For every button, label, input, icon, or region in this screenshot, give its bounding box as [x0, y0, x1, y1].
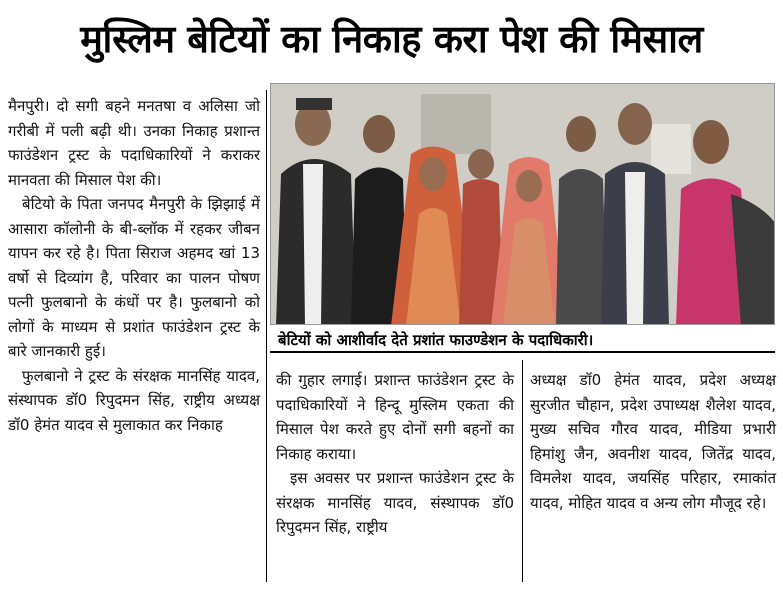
headline: मुस्लिम बेटियों का निकाह करा पेश की मिसाल	[80, 17, 703, 61]
paragraph: इस अवसर पर प्रशान्त फाउंडेशन ट्रस्ट के संरक्षक मानसिंह यादव, संस्थापक डॉ0 रिपुदमन सिंह, राष्ट्रीय	[276, 469, 514, 536]
column-divider	[266, 90, 267, 582]
group-photo-illustration	[271, 84, 775, 325]
paragraph: मैनपुरी। दो सगी बहने मनतषा व अलिसा जो गरीबी में पली बढ़ी थी। उनका निकाह प्रशान्त फाउंडेशन ट्रस्ट के पदाधिकारियों ने कराकर मानवता की मिसाल पेश की।	[8, 97, 260, 189]
article-column-1	[8, 94, 260, 437]
paragraph: फुलबानो ने ट्रस्ट के संरक्षक मानसिंह यादव, संस्थापक डॉ0 रिपुदमन सिंह, राष्ट्रीय अध्यक्ष डॉ0 हेमंत यादव से मुलाकात कर निकाह	[8, 366, 260, 434]
column-divider	[522, 360, 523, 582]
article-column-2	[276, 368, 514, 540]
paragraph: की गुहार लगाई। प्रशान्त फाउंडेशन ट्रस्ट के पदाधिकारियों ने हिन्दू मुस्लिम एकता की मिसाल पेश करते हुए दोनों सगी बहनों का निकाह कराया।	[276, 371, 514, 463]
paragraph: अध्यक्ष डॉ0 हेमंत यादव, प्रदेश अध्यक्ष सुरजीत चौहान, प्रदेश उपाध्यक्ष शैलेश यादव, मुख्य सचिव गौरव यादव, मीडिया प्रभारी हिमांशु जैन, अवनीश यादव, जितेंद्र यादव, विमलेश यादव, जयसिंह परिहार, रमाकांत यादव, मोहित यादव व अन्य लोग मौजूद रहे।	[530, 371, 776, 512]
article-column-3	[530, 368, 776, 515]
news-photo	[270, 83, 775, 325]
photo-caption: बेटियों को आशीर्वाद देते प्रशांत फाउण्डेशन के पदाधिकारी।	[270, 327, 775, 353]
paragraph: बेटियो के पिता जनपद मैनपुरी के झिझाई में आसारा कॉलोनी के बी-ब्लॉक में रहकर जीबन यापन कर रहे है। पिता सिराज अहमद खां 13 वर्षो से दिव्यांग है, परिवार का पालन पोषण पत्नी फुलबानो के कंधों पर है। फुलबानो को लोगों के माध्यम से प्रशांत फाउंडेशन ट्रस्ट के बारे जानकारी हुई।	[8, 195, 260, 360]
